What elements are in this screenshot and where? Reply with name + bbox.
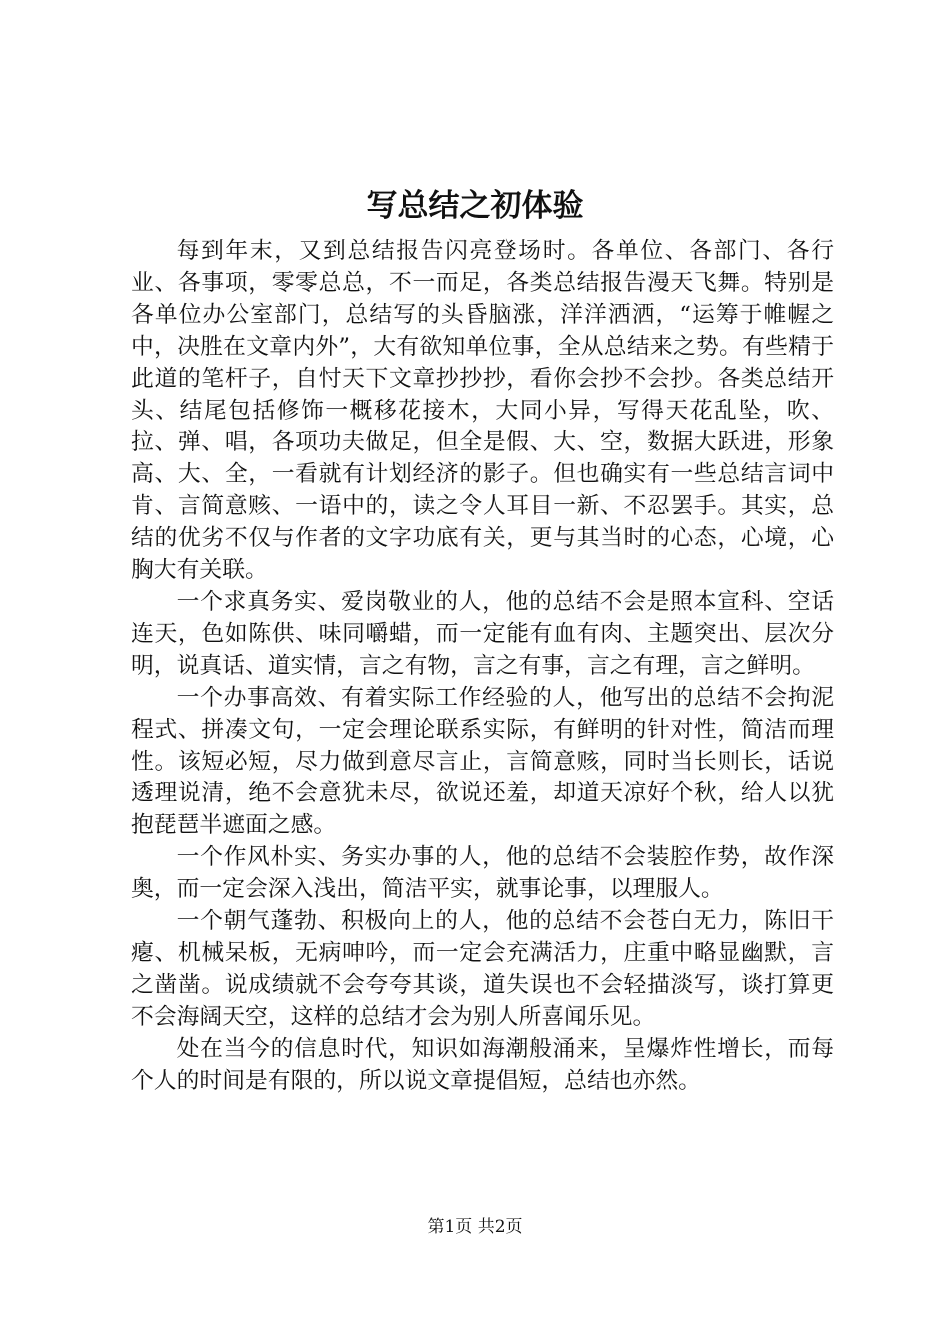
document-title: 写总结之初体验 — [366, 188, 584, 224]
paragraph-6: 处在当今的信息时代，知识如海潮般涌来，呈爆炸性增长，而每个人的时间是有限的，所以说文章提倡短，总结也亦然。 — [131, 1035, 834, 1094]
page-number-footer: 第1页 共2页 — [427, 1217, 523, 1237]
paragraph-4: 一个作风朴实、务实办事的人，他的总结不会装腔作势，故作深奥，而一定会深入浅出，简洁平实，就事论事，以理服人。 — [131, 844, 834, 903]
document-body — [131, 236, 834, 1097]
paragraph-1: 每到年末，又到总结报告闪亮登场时。各单位、各部门、各行业、各事项，零零总总，不一而足，各类总结报告漫天飞舞。特别是各单位办公室部门，总结写的头昏脑涨，洋洋洒洒，“运筹于帷幄之中，决胜在文章内外”，大有欲知单位事，全从总结来之势。有些精于此道的笔杆子，自忖天下文章抄抄抄，看你会抄不会抄。各类总结开头、结尾包括修饰一概移花接木，大同小异，写得天花乱坠，吹、拉、弹、唱，各项功夫做足，但全是假、大、空，数据大跃进，形象高、大、全，一看就有计划经济的影子。但也确实有一些总结言词中肯、言简意赅、一语中的，读之令人耳目一新、不忍罢手。其实，总结的优劣不仅与作者的文字功底有关，更与其当时的心态，心境，心胸大有关联。 — [131, 238, 834, 584]
paragraph-3: 一个办事高效、有着实际工作经验的人，他写出的总结不会拘泥程式、拼凑文句，一定会理论联系实际，有鲜明的针对性，简洁而理性。该短必短，尽力做到意尽言止，言简意赅，同时当长则长，话说透理说清，绝不会意犹未尽，欲说还羞，却道天凉好个秋，给人以犹抱琵琶半遮面之感。 — [131, 684, 834, 839]
paragraph-5: 一个朝气蓬勃、积极向上的人，他的总结不会苍白无力，陈旧干瘪、机械呆板，无病呻吟，而一定会充满活力，庄重中略显幽默，言之凿凿。说成绩就不会夸夸其谈，道失误也不会轻描淡写，谈打算更不会海阔天空，这样的总结才会为别人所喜闻乐见。 — [131, 908, 834, 1030]
paragraph-2: 一个求真务实、爱岗敬业的人，他的总结不会是照本宣科、空话连天，色如陈供、味同嚼蜡，而一定能有血有肉、主题突出、层次分明，说真话、道实情，言之有物，言之有事，言之有理，言之鲜明。 — [131, 588, 834, 679]
